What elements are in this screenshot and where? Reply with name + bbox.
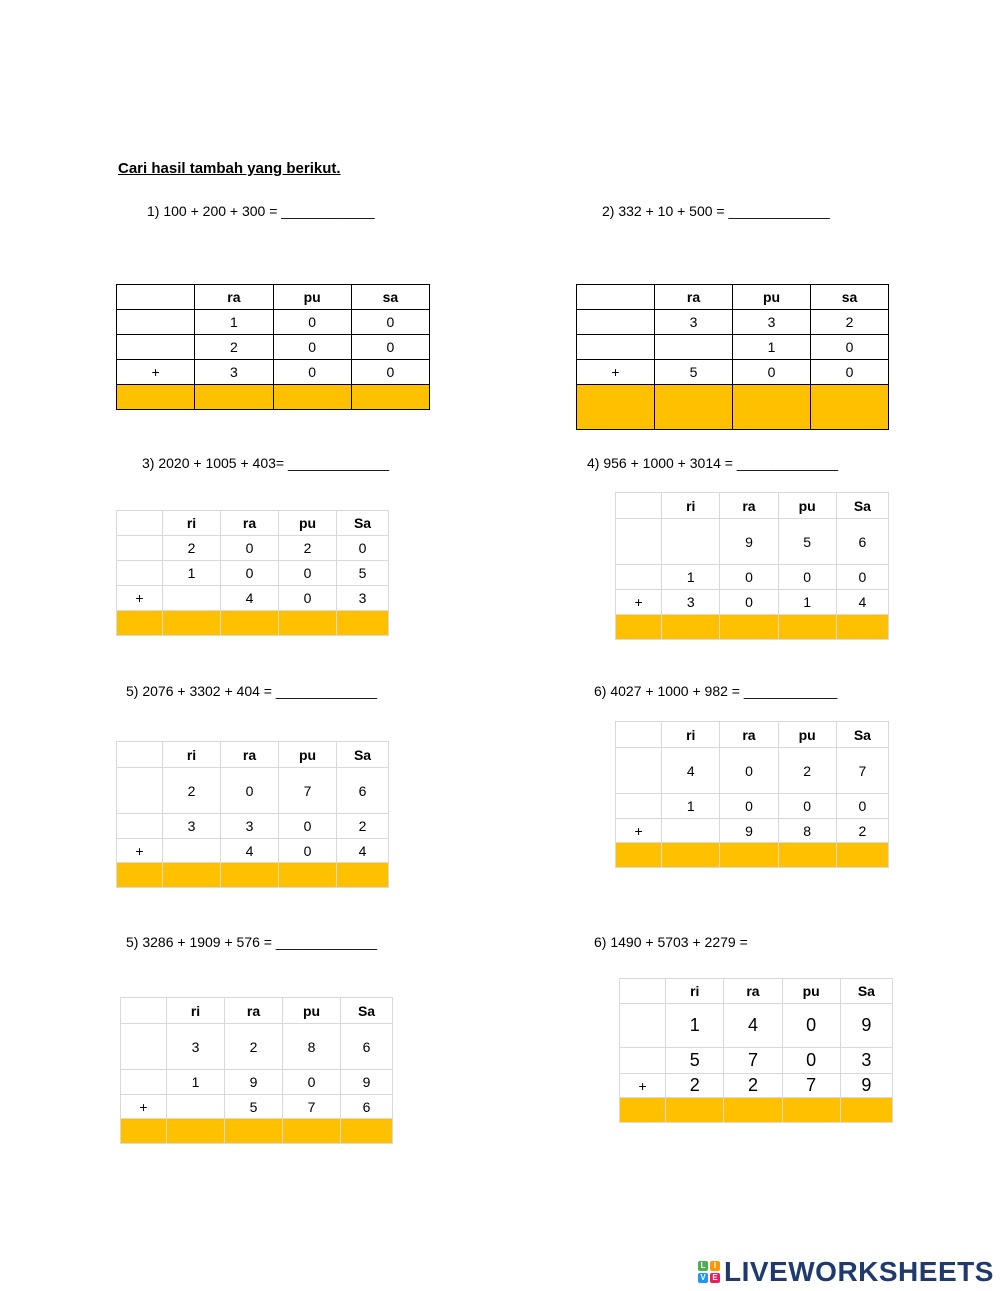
- answer-cell[interactable]: [167, 1119, 225, 1144]
- answer-cell[interactable]: [337, 611, 389, 636]
- table-cell: 0: [283, 1070, 341, 1095]
- table-cell: 3: [840, 1048, 892, 1074]
- table-cell: 0: [782, 1004, 840, 1048]
- table-cell: [620, 1004, 666, 1048]
- table-cell: 0: [720, 794, 778, 819]
- answer-cell[interactable]: [836, 615, 888, 640]
- answer-cell[interactable]: [337, 863, 389, 888]
- table-cell: 2: [724, 1074, 782, 1098]
- header-cell: ra: [225, 998, 283, 1024]
- answer-cell[interactable]: [782, 1098, 840, 1123]
- table-q2: [576, 284, 889, 430]
- header-cell: pu: [778, 722, 836, 748]
- answer-cell[interactable]: [341, 1119, 393, 1144]
- table-cell: 0: [733, 360, 811, 385]
- table-cell: [117, 814, 163, 839]
- table-cell: 1: [167, 1070, 225, 1095]
- table-cell: [616, 748, 662, 794]
- table-cell: +: [117, 839, 163, 863]
- table-cell: 0: [778, 565, 836, 590]
- table-cell: 2: [163, 768, 221, 814]
- answer-cell[interactable]: [163, 863, 221, 888]
- header-cell: [616, 722, 662, 748]
- header-cell: pu: [283, 998, 341, 1024]
- table-cell: 5: [337, 561, 389, 586]
- table-cell: 4: [221, 586, 279, 611]
- table-cell: [167, 1095, 225, 1119]
- table-cell: 7: [836, 748, 888, 794]
- table-cell: [117, 335, 195, 360]
- table-cell: 8: [283, 1024, 341, 1070]
- table-cell: 2: [778, 748, 836, 794]
- answer-cell[interactable]: [724, 1098, 782, 1123]
- question-4: 4) 956 + 1000 + 3014 = _____________: [587, 455, 839, 471]
- answer-cell[interactable]: [279, 863, 337, 888]
- answer-cell: [117, 611, 163, 636]
- header-cell: [117, 742, 163, 768]
- table-cell: 0: [279, 586, 337, 611]
- table-cell: 3: [337, 586, 389, 611]
- table-cell: 4: [836, 590, 888, 615]
- table-cell: 2: [163, 536, 221, 561]
- table-cell: 5: [778, 519, 836, 565]
- table-cell: 5: [655, 360, 733, 385]
- table-cell: 7: [724, 1048, 782, 1074]
- table-cell: 0: [836, 794, 888, 819]
- table-cell: [163, 586, 221, 611]
- table-cell: 3: [195, 360, 273, 385]
- question-6: 6) 4027 + 1000 + 982 = ____________: [594, 683, 838, 699]
- table-cell: 6: [341, 1024, 393, 1070]
- question-1: 1) 100 + 200 + 300 = ____________: [147, 203, 375, 219]
- table-q1: [116, 284, 430, 410]
- answer-cell[interactable]: [778, 843, 836, 868]
- table-cell: [121, 1024, 167, 1070]
- answer-cell[interactable]: [279, 611, 337, 636]
- answer-cell[interactable]: [720, 843, 778, 868]
- header-cell: Sa: [836, 493, 888, 519]
- table-cell: 0: [279, 814, 337, 839]
- header-cell: ra: [655, 285, 733, 310]
- table-cell: 0: [279, 561, 337, 586]
- table-cell: 0: [273, 335, 351, 360]
- table-cell: 2: [337, 814, 389, 839]
- logo-letter: V: [698, 1273, 708, 1283]
- table-cell: [616, 794, 662, 819]
- table-cell: 3: [163, 814, 221, 839]
- table-cell: 3: [733, 310, 811, 335]
- answer-cell: [620, 1098, 666, 1123]
- table-cell: 6: [836, 519, 888, 565]
- answer-cell: [121, 1119, 167, 1144]
- logo-letter: I: [710, 1261, 720, 1271]
- header-cell: Sa: [341, 998, 393, 1024]
- table-cell: [117, 536, 163, 561]
- header-cell: ri: [163, 511, 221, 536]
- header-cell: [121, 998, 167, 1024]
- answer-cell: [117, 863, 163, 888]
- answer-cell: [616, 843, 662, 868]
- table-cell: +: [577, 360, 655, 385]
- table-cell: [662, 519, 720, 565]
- table-cell: [121, 1070, 167, 1095]
- table-cell: 2: [666, 1074, 724, 1098]
- header-cell: Sa: [840, 979, 892, 1004]
- table-cell: 0: [720, 590, 778, 615]
- answer-cell[interactable]: [221, 863, 279, 888]
- table-cell: 0: [811, 335, 889, 360]
- header-cell: [577, 285, 655, 310]
- table-cell: [662, 819, 720, 843]
- table-cell: 5: [225, 1095, 283, 1119]
- answer-cell[interactable]: [225, 1119, 283, 1144]
- answer-cell[interactable]: [655, 385, 733, 430]
- table-cell: 0: [720, 748, 778, 794]
- table-cell: 9: [840, 1004, 892, 1048]
- header-cell: Sa: [337, 511, 389, 536]
- header-cell: ra: [720, 722, 778, 748]
- header-cell: pu: [279, 511, 337, 536]
- question-2: 2) 332 + 10 + 500 = _____________: [602, 203, 830, 219]
- table-cell: 1: [733, 335, 811, 360]
- page-title: Cari hasil tambah yang berikut.: [118, 160, 341, 177]
- table-cell: 0: [836, 565, 888, 590]
- table-cell: +: [620, 1074, 666, 1098]
- table-cell: 2: [836, 819, 888, 843]
- header-cell: [620, 979, 666, 1004]
- table-cell: +: [117, 360, 195, 385]
- answer-cell[interactable]: [811, 385, 889, 430]
- header-cell: pu: [782, 979, 840, 1004]
- table-cell: 0: [279, 839, 337, 863]
- liveworksheets-logo: [698, 1256, 994, 1288]
- answer-cell[interactable]: [836, 843, 888, 868]
- table-cell: [577, 310, 655, 335]
- header-cell: ri: [662, 493, 720, 519]
- answer-cell[interactable]: [221, 611, 279, 636]
- table-cell: 0: [351, 335, 429, 360]
- question-5: 5) 2076 + 3302 + 404 = _____________: [126, 683, 378, 699]
- table-cell: 9: [225, 1070, 283, 1095]
- header-cell: sa: [811, 285, 889, 310]
- table-cell: 0: [351, 310, 429, 335]
- answer-cell[interactable]: [778, 615, 836, 640]
- answer-cell[interactable]: [283, 1119, 341, 1144]
- table-cell: 2: [279, 536, 337, 561]
- header-cell: ra: [221, 742, 279, 768]
- table-cell: +: [121, 1095, 167, 1119]
- table-cell: 5: [666, 1048, 724, 1074]
- header-cell: Sa: [836, 722, 888, 748]
- table-q7: [120, 997, 393, 1144]
- table-cell: [117, 561, 163, 586]
- header-cell: sa: [351, 285, 429, 310]
- table-cell: 4: [221, 839, 279, 863]
- table-q8: [619, 978, 893, 1123]
- table-cell: 7: [782, 1074, 840, 1098]
- table-cell: 2: [195, 335, 273, 360]
- table-cell: 9: [720, 519, 778, 565]
- table-q5: [116, 741, 389, 888]
- table-cell: 4: [724, 1004, 782, 1048]
- question-7: 5) 3286 + 1909 + 576 = _____________: [126, 934, 378, 950]
- table-cell: 6: [341, 1095, 393, 1119]
- logo-text: LIVEWORKSHEETS: [724, 1256, 994, 1287]
- header-cell: ra: [724, 979, 782, 1004]
- table-q4: [615, 492, 889, 640]
- answer-cell: [616, 615, 662, 640]
- table-cell: 0: [337, 536, 389, 561]
- table-cell: +: [117, 586, 163, 611]
- answer-cell[interactable]: [733, 385, 811, 430]
- table-cell: 2: [225, 1024, 283, 1070]
- answer-cell[interactable]: [840, 1098, 892, 1123]
- table-cell: 0: [811, 360, 889, 385]
- table-cell: 1: [195, 310, 273, 335]
- answer-cell[interactable]: [351, 385, 429, 410]
- header-cell: [117, 285, 195, 310]
- table-cell: [655, 335, 733, 360]
- answer-cell[interactable]: [662, 615, 720, 640]
- table-cell: [577, 335, 655, 360]
- table-cell: [163, 839, 221, 863]
- table-cell: 1: [778, 590, 836, 615]
- table-cell: 4: [337, 839, 389, 863]
- logo-letter: E: [710, 1273, 720, 1283]
- header-cell: ra: [195, 285, 273, 310]
- header-cell: pu: [733, 285, 811, 310]
- header-cell: pu: [778, 493, 836, 519]
- header-cell: pu: [279, 742, 337, 768]
- table-cell: 2: [811, 310, 889, 335]
- table-cell: 9: [720, 819, 778, 843]
- answer-cell: [577, 385, 655, 430]
- table-cell: [616, 519, 662, 565]
- header-cell: ra: [221, 511, 279, 536]
- table-cell: 3: [662, 590, 720, 615]
- answer-cell[interactable]: [662, 843, 720, 868]
- answer-cell[interactable]: [720, 615, 778, 640]
- header-cell: ri: [662, 722, 720, 748]
- table-cell: 1: [666, 1004, 724, 1048]
- table-cell: 3: [655, 310, 733, 335]
- table-cell: 0: [720, 565, 778, 590]
- answer-cell[interactable]: [195, 385, 273, 410]
- table-cell: 0: [221, 768, 279, 814]
- answer-cell: [117, 385, 195, 410]
- header-cell: [117, 511, 163, 536]
- answer-cell[interactable]: [666, 1098, 724, 1123]
- table-cell: 0: [351, 360, 429, 385]
- header-cell: Sa: [337, 742, 389, 768]
- table-cell: 0: [221, 561, 279, 586]
- header-cell: pu: [273, 285, 351, 310]
- table-cell: 1: [662, 794, 720, 819]
- question-8: 6) 1490 + 5703 + 2279 =: [594, 934, 748, 950]
- table-cell: 6: [337, 768, 389, 814]
- answer-cell[interactable]: [273, 385, 351, 410]
- table-cell: 8: [778, 819, 836, 843]
- table-q3: [116, 510, 389, 636]
- question-3: 3) 2020 + 1005 + 403= _____________: [142, 455, 390, 471]
- table-cell: 0: [273, 360, 351, 385]
- header-cell: ri: [163, 742, 221, 768]
- table-cell: [620, 1048, 666, 1074]
- answer-cell[interactable]: [163, 611, 221, 636]
- table-cell: +: [616, 819, 662, 843]
- table-cell: 7: [279, 768, 337, 814]
- table-cell: +: [616, 590, 662, 615]
- table-cell: 1: [662, 565, 720, 590]
- table-cell: 4: [662, 748, 720, 794]
- table-cell: 0: [221, 536, 279, 561]
- header-cell: ri: [167, 998, 225, 1024]
- header-cell: [616, 493, 662, 519]
- table-cell: 7: [283, 1095, 341, 1119]
- table-q6: [615, 721, 889, 868]
- header-cell: ri: [666, 979, 724, 1004]
- logo-letter: L: [698, 1261, 708, 1271]
- table-cell: [117, 768, 163, 814]
- table-cell: 0: [782, 1048, 840, 1074]
- table-cell: 1: [163, 561, 221, 586]
- table-cell: [616, 565, 662, 590]
- header-cell: ra: [720, 493, 778, 519]
- table-cell: 3: [167, 1024, 225, 1070]
- table-cell: 3: [221, 814, 279, 839]
- table-cell: [117, 310, 195, 335]
- table-cell: 0: [273, 310, 351, 335]
- table-cell: 9: [341, 1070, 393, 1095]
- table-cell: 0: [778, 794, 836, 819]
- table-cell: 9: [840, 1074, 892, 1098]
- logo-blocks-icon: [698, 1261, 720, 1283]
